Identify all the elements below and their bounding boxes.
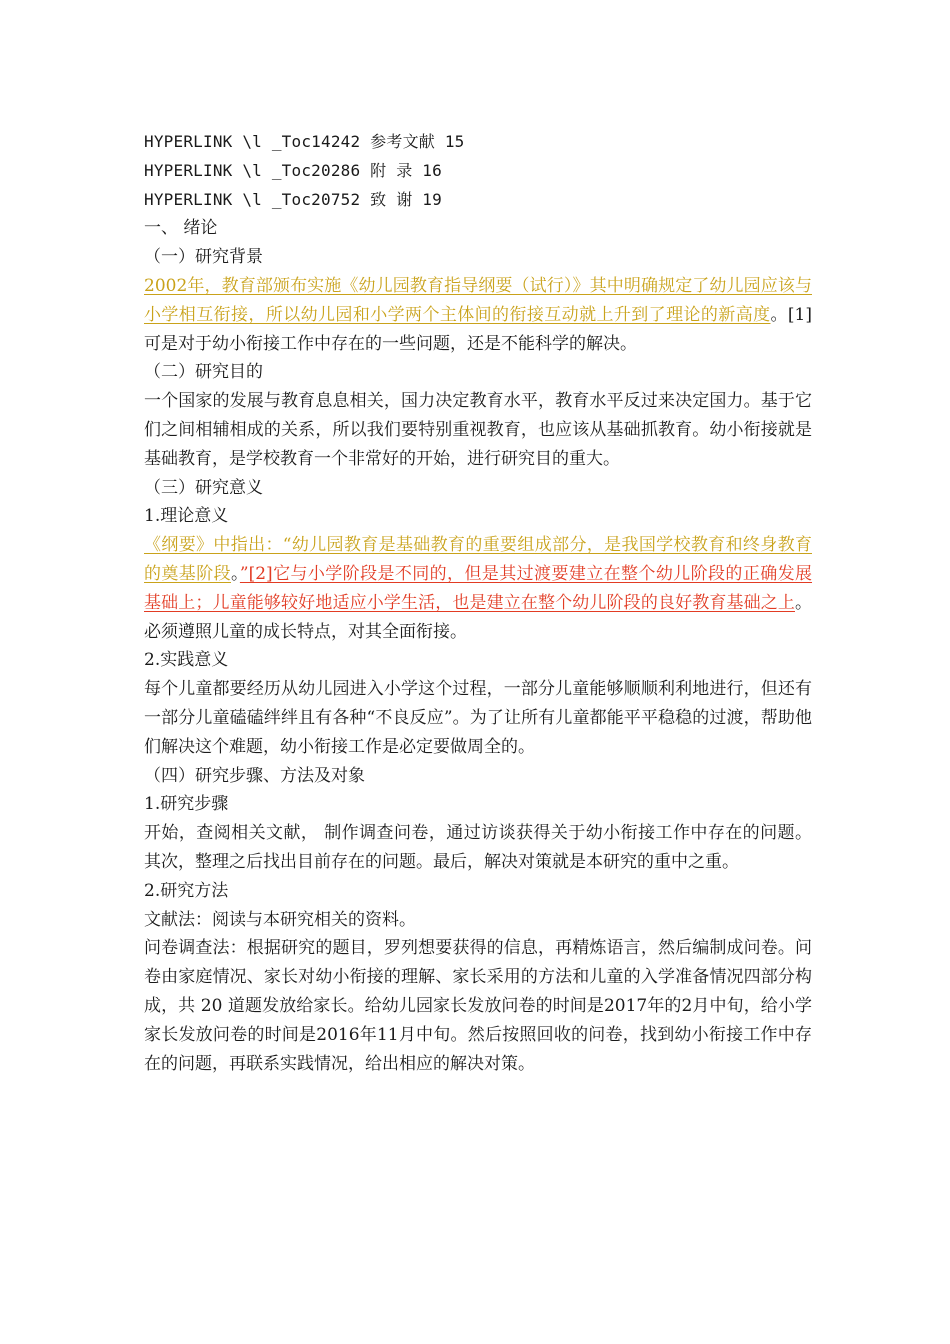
toc-title: 参考文献: [370, 132, 435, 151]
toc-title: 致 谢: [370, 189, 413, 209]
subsection-heading-steps: 1.研究步骤: [144, 794, 229, 815]
paragraph-text: 。: [231, 563, 240, 584]
section-heading-meaning: （三）研究意义: [144, 477, 263, 498]
toc-entry[interactable]: [144, 186, 812, 215]
background-paragraph: [144, 272, 812, 358]
steps-paragraph: 开始，查阅相关文献， 制作调查问卷，通过访谈获得关于幼小衔接工作中存在的问题。其次，整理之后找出目前存在的问题。最后，解决对策就是本研究的重中之重。: [144, 823, 812, 872]
subsection-heading-theory: 1.理论意义: [144, 506, 229, 527]
highlighted-text-yellow: 2002年，教育部颁布实施《幼儿园教育指导纲要（试行）》其中明确规定了幼儿园应该与小学相互衔接，所以幼儿园和小学两个主体间的衔接互动就上升到了理论的新高度: [144, 275, 812, 325]
document-page: [144, 128, 812, 1078]
section-heading-purpose: （二）研究目的: [144, 362, 263, 383]
paragraph-text: 。必须遵照儿童的成长特点，对其全面衔接。: [144, 592, 812, 642]
literature-method-paragraph: 文献法：阅读与本研究相关的资料。: [144, 909, 416, 930]
paragraph-text: 。[1]可是对于幼小衔接工作中存在的一些问题，还是不能科学的解决。: [144, 304, 812, 354]
highlighted-text-yellow: 《纲要》中指出：“幼儿园教育是基础教育的重要组成部分，是我国学校教育和终身教育的奠基阶段: [144, 535, 812, 584]
toc-page: 19: [422, 189, 442, 209]
toc-title: 附 录: [370, 160, 413, 180]
survey-method-paragraph: 问卷调查法：根据研究的题目，罗列想要获得的信息，再精炼语言，然后编制成问卷。问卷由家庭情况、家长对幼小衔接的理解、家长采用的方法和儿童的入学准备情况四部分构成，共 20 道题发放给家长。给幼儿园家长发放问卷的时间是2017年的2月中旬，给小学家长发放问卷的时间是2016年11月中旬。然后按照回收的问卷，找到幼小衔接工作中存在的问题，再联系实践情况，给出相应的解决对策。: [144, 938, 812, 1074]
section-heading-background: （一）研究背景: [144, 247, 263, 268]
section-heading-steps: （四）研究步骤、方法及对象: [144, 765, 365, 786]
toc-code: HYPERLINK \l _Toc14242: [144, 132, 361, 151]
toc-entry[interactable]: [144, 128, 812, 157]
subsection-heading-practice: 2.实践意义: [144, 650, 229, 671]
toc-page: 16: [422, 160, 442, 180]
toc-entry[interactable]: [144, 157, 812, 186]
practice-paragraph: 每个儿童都要经历从幼儿园进入小学这个过程，一部分儿童能够顺顺利利地进行，但还有一部分儿童磕磕绊绊且有各种“不良反应”。为了让所有儿童都能平平稳稳的过渡，帮助他们解决这个难题，幼小衔接工作是必定要做周全的。: [144, 679, 812, 757]
toc-page: 15: [444, 132, 465, 151]
purpose-paragraph: 一个国家的发展与教育息息相关，国力决定教育水平，教育水平反过来决定国力。基于它们之间相辅相成的关系，所以我们要特别重视教育，也应该从基础抓教育。幼小衔接就是基础教育，是学校教育一个非常好的开始，进行研究目的重大。: [144, 391, 812, 469]
chapter-heading: 一、 绪论: [144, 218, 218, 239]
highlighted-text-red: ”[2]它与小学阶段是不同的，但是其过渡要建立在整个幼儿阶段的正确发展基础上；儿童能够较好地适应小学生活，也是建立在整个幼儿阶段的良好教育基础之上: [144, 563, 813, 613]
toc-code: HYPERLINK \l _Toc20286: [144, 160, 361, 180]
theory-paragraph: [144, 531, 812, 646]
subsection-heading-methods: 2.研究方法: [144, 880, 229, 901]
toc-code: HYPERLINK \l _Toc20752: [144, 189, 361, 209]
